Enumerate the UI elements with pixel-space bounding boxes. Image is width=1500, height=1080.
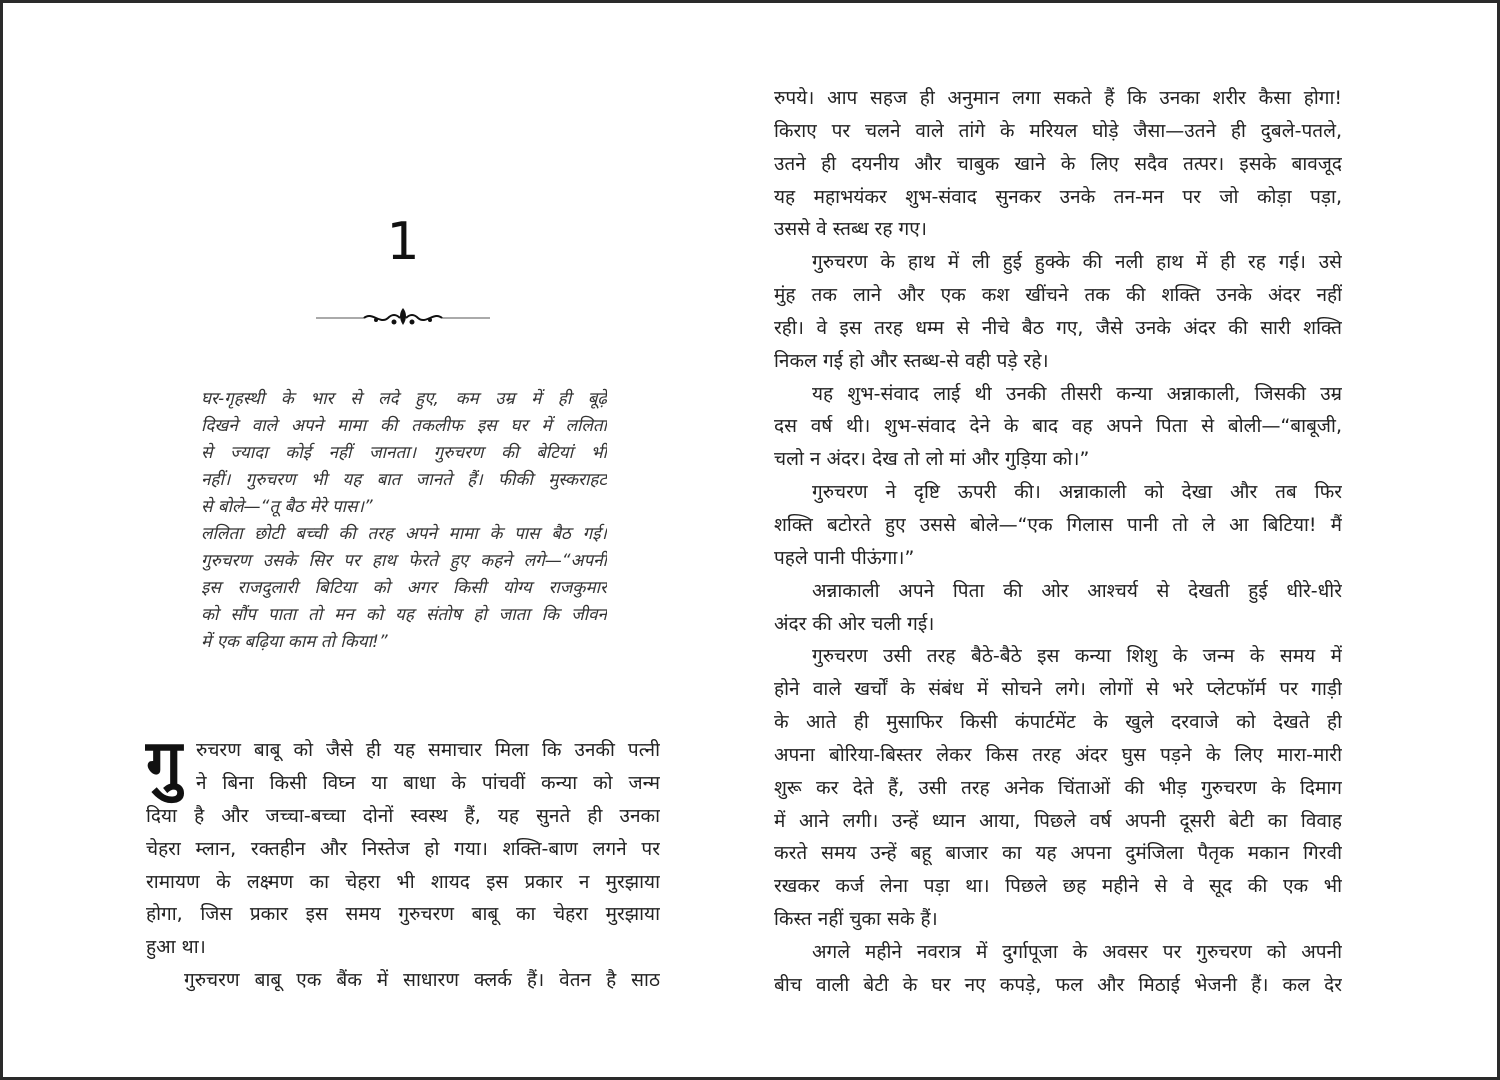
ornament-divider-icon	[316, 305, 490, 331]
chapter-number: 1	[386, 212, 420, 272]
text-line: रही। वे इस तरह धम्म से नीचे बैठ गए, जैसे उनके अंदर की सारी शक्ति	[774, 316, 1342, 339]
text-line: रखकर कर्ज लेना पड़ा था। पिछले छह महीने से वे सूद की एक भी	[774, 875, 1342, 898]
text-line: पहले पानी पीऊंगा।”	[774, 546, 915, 569]
text-line: के आते ही मुसाफिर किसी कंपार्टमेंट के खुले दरवाजे को देखते ही	[774, 711, 1342, 734]
text-line: शुरू कर देते हैं, उसी तरह अनेक चिंताओं की भीड़ गुरुचरण के दिमाग	[774, 776, 1342, 799]
text-line: मुंह तक लाने और एक कश खींचने तक की शक्ति उनके अंदर नहीं	[774, 284, 1342, 307]
text-line: इस राजदुलारी बिटिया को अगर किसी योग्य राजकुमार	[201, 578, 607, 598]
text-line: दिया है और जच्चा-बच्चा दोनों स्वस्थ हैं, यह सुनते ही उनका	[146, 804, 660, 827]
text-line: चलो न अंदर। देख तो लो मां और गुड़िया को।”	[774, 448, 1090, 471]
text-line: में आने लगी। उन्हें ध्यान आया, पिछले वर्ष अपनी दूसरी बेटी का विवाह	[774, 809, 1342, 832]
left-page-body	[146, 734, 660, 997]
text-line: किराए पर चलने वाले तांगे के मरियल घोड़े जैसा—उतने ही दुबले-पतले,	[774, 119, 1342, 142]
text-line: को सौंप पाता तो मन को यह संतोष हो जाता कि जीवन	[201, 605, 607, 625]
text-line: निकल गई हो और स्तब्ध-से वही पड़े रहे।	[774, 349, 1049, 372]
text-line: अंदर की ओर चली गई।	[774, 612, 935, 635]
text-line: रुपये। आप सहज ही अनुमान लगा सकते हैं कि उनका शरीर कैसा होगा!	[774, 87, 1342, 109]
text-line: गुरुचरण उसी तरह बैठे-बैठे इस कन्या शिशु के जन्म के समय में	[812, 645, 1342, 668]
text-line: होने वाले खर्चों के संबंध में सोचने लगे। लोगों से भरे प्लेटफॉर्म पर गाड़ी	[774, 678, 1342, 701]
text-line: यह शुभ-संवाद लाई थी उनकी तीसरी कन्या अन्नाकाली, जिसकी उम्र	[812, 382, 1342, 405]
text-line: दस वर्ष थी। शुभ-संवाद देने के बाद वह अपने पिता से बोली—“बाबूजी,	[774, 415, 1342, 438]
text-line: से बोले—“तू बैठ मेरे पास।”	[201, 497, 373, 517]
text-line: दिखने वाले अपने मामा की तकलीफ इस घर में ललिता	[201, 416, 607, 436]
text-line: ने बिना किसी विघ्न या बाधा के पांचवीं कन्या को जन्म	[196, 771, 660, 794]
text-line: गुरुचरण ने दृष्टि ऊपरी की। अन्नाकाली को देखा और तब फिर	[812, 481, 1342, 504]
text-line: होगा, जिस प्रकार इस समय गुरुचरण बाबू का चेहरा मुरझाया	[146, 903, 660, 926]
text-line: से ज्यादा कोई नहीं जानता। गुरुचरण की बेटियां भी	[201, 443, 607, 463]
chapter-epigraph	[201, 386, 607, 656]
text-line: ललिता छोटी बच्ची की तरह अपने मामा के पास बैठ गई।	[201, 524, 607, 544]
text-line: में एक बढ़िया काम तो किया!”	[201, 632, 388, 652]
text-line: हुआ था।	[146, 936, 206, 959]
text-line: उतने ही दयनीय और चाबुक खाने के लिए सदैव तत्पर। इसके बावजूद	[774, 152, 1342, 175]
text-line: यह महाभयंकर शुभ-संवाद सुनकर उनके तन-मन पर जो कोड़ा पड़ा,	[774, 185, 1342, 208]
text-line: करते समय उन्हें बहू बाजार का यह अपना दुमंजिला पैतृक मकान गिरवी	[774, 842, 1342, 865]
text-line: रुचरण बाबू को जैसे ही यह समाचार मिला कि उनकी पत्नी	[196, 739, 660, 761]
right-page-body	[774, 82, 1342, 1002]
text-line: किस्त नहीं चुका सके हैं।	[774, 908, 938, 931]
text-line: बीच वाली बेटी के घर नए कपड़े, फल और मिठाई भेजनी हैं। कल देर	[774, 973, 1342, 996]
text-line: गुरुचरण बाबू एक बैंक में साधारण क्लर्क हैं। वेतन है साठ	[184, 969, 660, 992]
drop-cap: गु	[146, 727, 183, 801]
text-line: नहीं। गुरुचरण भी यह बात जानते हैं। फीकी मुस्कराहट	[201, 470, 607, 490]
text-line: उससे वे स्तब्ध रह गए।	[774, 218, 927, 241]
text-line: गुरुचरण के हाथ में ली हुई हुक्के की नली हाथ में ही रह गई। उसे	[812, 251, 1342, 274]
text-line: रामायण के लक्ष्मण का चेहरा भी शायद इस प्रकार न मुरझाया	[146, 870, 660, 893]
text-line: अपना बोरिया-बिस्तर लेकर किस तरह अंदर घुस पड़ने के लिए मारा-मारी	[774, 743, 1342, 766]
text-line: शक्ति बटोरते हुए उससे बोले—“एक गिलास पानी तो ले आ बिटिया! मैं	[774, 513, 1342, 536]
text-line: घर-गृहस्थी के भार से लदे हुए, कम उम्र में ही बूढ़े	[201, 389, 607, 409]
text-line: चेहरा म्लान, रक्तहीन और निस्तेज हो गया। शक्ति-बाण लगने पर	[146, 837, 660, 860]
text-line: अगले महीने नवरात्र में दुर्गापूजा के अवसर पर गुरुचरण को अपनी	[812, 940, 1342, 963]
text-line: गुरुचरण उसके सिर पर हाथ फेरते हुए कहने लगे—“अपनी	[201, 551, 607, 571]
text-line: अन्नाकाली अपने पिता की ओर आश्चर्य से देखती हुई धीरे-धीरे	[812, 579, 1342, 602]
